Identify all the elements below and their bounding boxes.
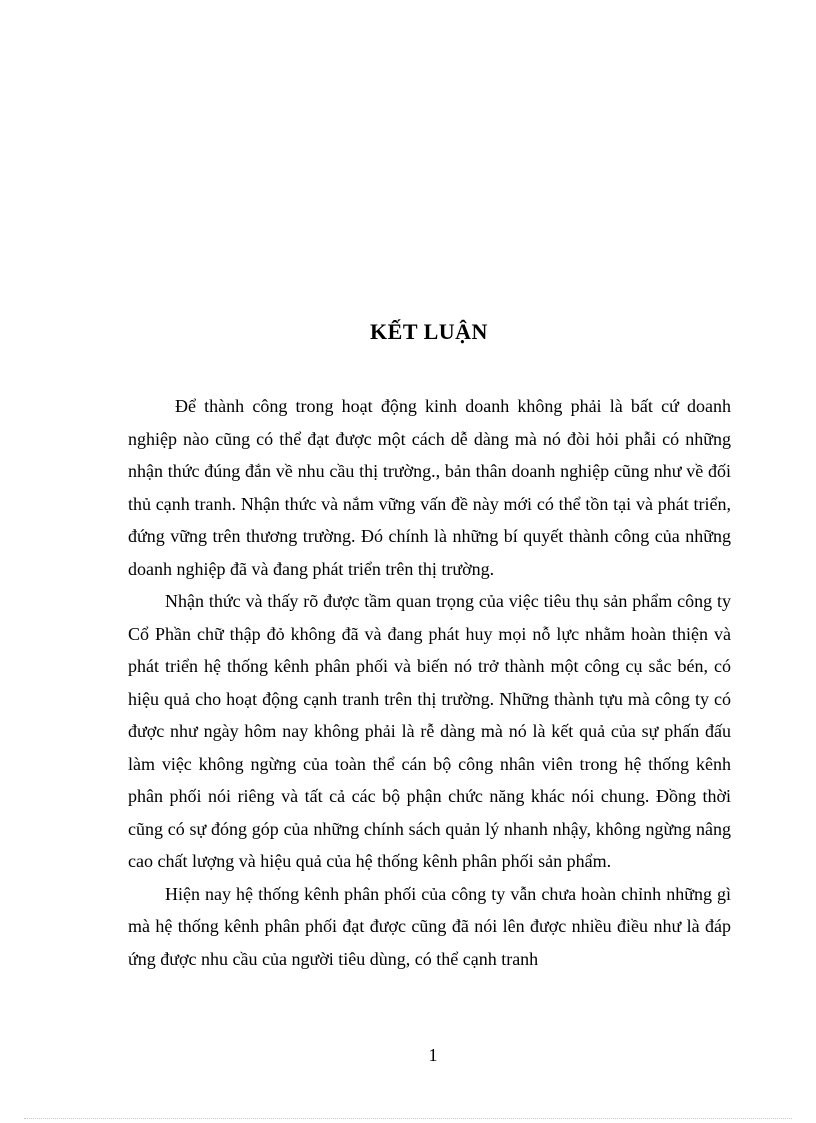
page-title: KẾT LUẬN bbox=[370, 319, 488, 344]
paragraph-3: Hiện nay hệ thống kênh phân phối của công ty vẫn chưa hoàn chỉnh những gì mà hệ thống kênh phân phối đạt được cũng đã nói lên được nhiều điều như là đáp ứng được nhu cầu của người tiêu dùng, có thể cạnh tranh bbox=[128, 883, 731, 969]
page-bottom-divider bbox=[24, 1118, 792, 1119]
body-text bbox=[128, 390, 731, 975]
paragraph-1: Để thành công trong hoạt động kinh doanh không phải là bất cứ doanh nghiệp nào cũng có thể đạt được một cách dễ dàng mà nó đòi hỏi phẫi có những nhận thức đúng đắn về nhu cầu thị trường., bản thân doanh nghiệp cũng như về đối thủ cạnh tranh. Nhận thức và nắm vững vấn đề này mới có thể tồn tại và phát triển, đứng vững trên thương trường. Đó chính là những bí quyết thành công của những doanh nghiệp đã và đang phát triển trên thị trường. bbox=[128, 396, 731, 579]
paragraph-2: Nhận thức và thấy rõ được tầm quan trọng của việc tiêu thụ sản phẩm công ty Cổ Phần chữ thập đỏ không đã và đang phát huy mọi nỗ lực nhằm hoàn thiện và phát triển hệ thống kênh phân phối và biến nó trở thành một công cụ sắc bén, có hiệu quả cho hoạt động cạnh tranh trên thị trường. Những thành tựu mà công ty có được như ngày hôm nay không phải là rễ dàng mà nó là kết quả của sự phấn đấu làm việc không ngừng của toàn thể cán bộ công nhân viên trong hệ thống kênh phân phối nói riêng và tất cả các bộ phận chức năng khác nói chung. Đồng thời cũng có sự đóng góp của những chính sách quản lý nhanh nhậy, không ngừng nâng cao chất lượng và hiệu quả của hệ thống kênh phân phối sản phẩm. bbox=[128, 591, 731, 871]
page-number: 1 bbox=[428, 1045, 438, 1065]
